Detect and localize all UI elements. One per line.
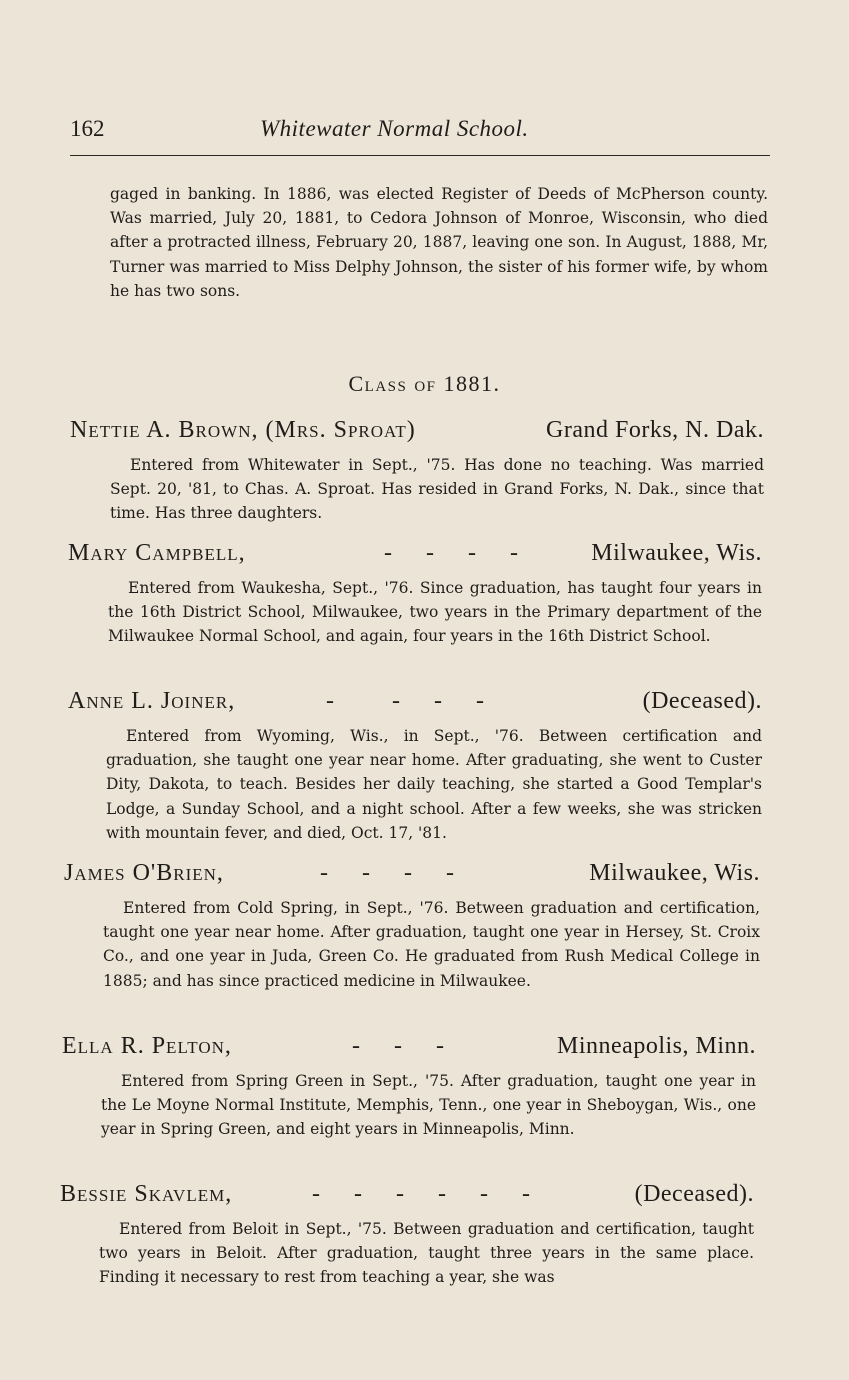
leader-dashes: - - - - - - [312,1181,532,1207]
entry-place: (Deceased). [634,1181,754,1207]
entry-name: Bessie Skavlem, [60,1181,233,1207]
entry-paragraph: Entered from Waukesha, Sept., '76. Since graduation, has taught four years in the 16th District School, Milwaukee, two years in the Primary department of the Milwaukee Normal School, and again, four years in the 16th District School. [108,579,762,646]
entry-name: Mary Campbell, [68,540,246,566]
entry-paragraph: Entered from Whitewater in Sept., '75. Has done no teaching. Was married Sept. 20, '81, to Chas. A. Sproat. Has resided in Grand Forks, N. Dak., since that time. Has three daughters. [110,456,764,523]
entry-place: Milwaukee, Wis. [589,860,760,886]
entry-place: Minneapolis, Minn. [557,1033,756,1059]
entry-heading [62,1033,756,1063]
entry-paragraph: Entered from Cold Spring, in Sept., '76. Between graduation and certification, taught one year near home. After graduation, taught one year in Hersey, St. Croix Co., and one year in Juda, Green Co. He graduated from Rush Medical College in 1885; and has since practiced medicine in Milwaukee. [103,899,760,990]
entry-place: Milwaukee, Wis. [591,540,762,566]
class-heading: Class of 1881. [348,371,501,396]
entry-heading [60,1181,754,1211]
entry-paragraph: Entered from Wyoming, Wis., in Sept., '76. Between certification and graduation, she taught one year near home. After graduating, she went to Custer Dity, Dakota, to teach. Besides her daily teaching, she started a Good Templar's Lodge, a Sunday School, and a night school. After a few weeks, she was stricken with mountain fever, and died, Oct. 17, '81. [106,727,762,842]
entry-place: Grand Forks, N. Dak. [546,417,764,443]
entry-paragraph: Entered from Spring Green in Sept., '75. After graduation, taught one year in the Le Moyne Normal Institute, Memphis, Tenn., one year in Sheboygan, Wis., one year in Spring Green, and eight years in Minneapolis, Minn. [101,1072,756,1139]
running-head [70,116,770,144]
entry-name: Ella R. Pelton, [62,1033,232,1059]
leader-dashes: - - - - [384,540,520,566]
page-number: 162 [70,116,105,141]
entry-heading [64,860,760,890]
leader-dashes: - - - - [320,860,456,886]
entry-name: Nettie A. Brown, (Mrs. Sproat) [70,417,416,443]
running-title: Whitewater Normal School. [260,116,529,141]
leader-dashes: - - - - [326,688,486,714]
entry-paragraph: Entered from Beloit in Sept., '75. Between graduation and certification, taught two years in Beloit. After graduation, taught three years in the same place. Finding it necessary to rest from teaching a year, she was [99,1220,754,1287]
entry-heading [70,417,764,447]
leader-dashes: - - - [352,1033,446,1059]
entry-name: James O'Brien, [64,860,224,886]
entry-name: Anne L. Joiner, [68,688,236,714]
intro-paragraph: gaged in banking. In 1886, was elected Register of Deeds of McPherson county. Was married, July 20, 1881, to Cedora Johnson of Monroe, Wisconsin, who died after a protracted illness, February 20, 1887, leaving one son. In August, 1888, Mr, Turner was married to Miss Delphy Johnson, the sister of his former wife, by whom he has two sons. [110,185,768,300]
entry-heading [68,540,762,570]
entry-heading [68,688,762,718]
header-rule [70,155,770,156]
entry-place: (Deceased). [642,688,762,714]
